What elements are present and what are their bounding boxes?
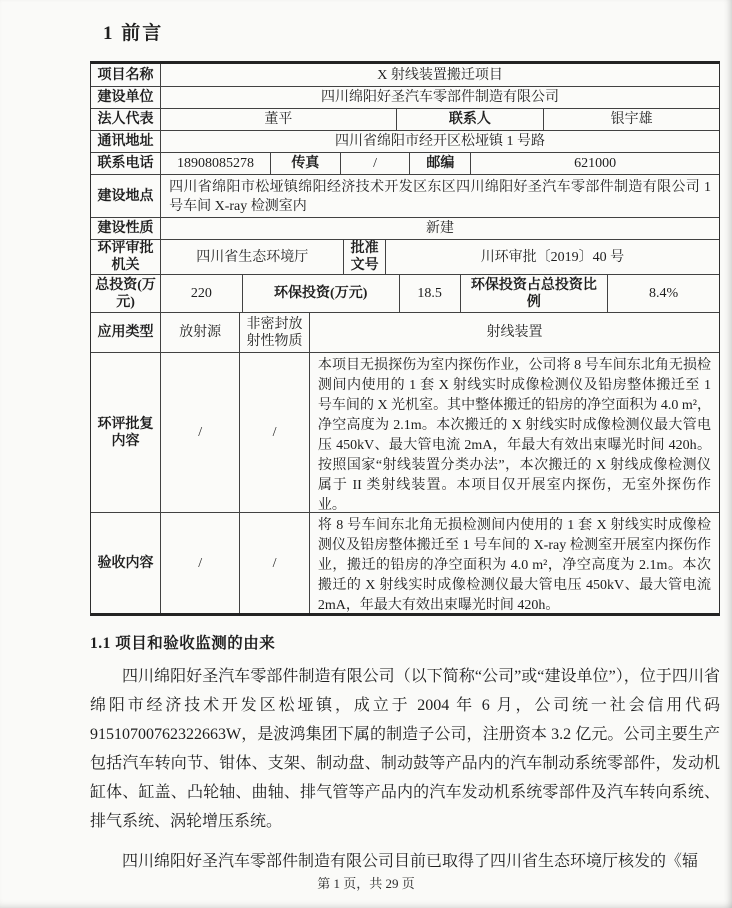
builder-value: 四川绵阳好圣汽车零部件制造有限公司 [160, 87, 719, 108]
env-ratio-value: 8.4% [607, 275, 719, 312]
eia-org-value: 四川省生态环境厅 [160, 240, 343, 274]
row-nature [91, 217, 719, 239]
contact-value: 银宇雄 [543, 109, 719, 130]
row-builder [91, 86, 719, 108]
env-inv-label: 环保投资(万元) [242, 275, 399, 312]
fax-label: 传真 [270, 153, 340, 174]
eia-org-label: 环评审批机关 [97, 241, 154, 273]
app-type-device: 射线装置 [309, 313, 719, 352]
site-label: 建设地点 [97, 188, 154, 204]
row-application-type [91, 312, 719, 352]
eia-reply-label: 环评批复内容 [97, 416, 154, 449]
env-ratio-label: 环保投资占总投资比例 [460, 275, 608, 312]
acceptance-text: 将 8 号车间东北角无损检测间内使用的 1 套 X 射线实时成像检测仪及铅房整体搬迁至 1 号车间的 X-ray 检测室开展室内探伤作业，搬迁的铅房的净空面积为 4.0 m²，净空高度为 2.1m。本次搬迁的 X 射线实时成像检测仪最大管电压 450kV、最大管电流 2mA，年最大有效出束曝光时间 420h。 [309, 513, 719, 613]
acceptance-label: 验收内容 [97, 555, 154, 571]
row-legal-rep [91, 108, 719, 130]
approval-no-value: 川环审批〔2019〕40 号 [385, 240, 719, 274]
row-eia-approval [91, 239, 719, 274]
project-name-label: 项目名称 [97, 67, 154, 83]
total-inv-value: 220 [160, 275, 242, 312]
row-project-name [91, 64, 719, 86]
eia-reply-source: / [160, 353, 239, 512]
env-inv-value: 18.5 [399, 275, 460, 312]
row-phone [91, 152, 719, 174]
contact-label: 联系人 [396, 109, 544, 130]
chapter-title: 1 前言 [103, 23, 164, 44]
legal-rep-label: 法人代表 [97, 112, 154, 127]
app-type-source: 放射源 [160, 313, 239, 352]
page-content [90, 61, 720, 876]
legal-rep-value: 董平 [160, 109, 396, 130]
nature-label: 建设性质 [97, 221, 154, 236]
fax-value: / [340, 153, 410, 174]
project-name-value: X 射线装置搬迁项目 [160, 64, 719, 86]
row-address [91, 130, 719, 152]
row-acceptance [91, 512, 719, 613]
builder-label: 建设单位 [97, 90, 154, 105]
eia-reply-text: 本项目无损探伤为室内探伤作业，公司将 8 号车间东北角无损检测间内使用的 1 套 X 射线实时成像检测仪及铅房整体搬迁至 1 号车间的 X 光机室。其中整体搬迁的铅房的净空面积为 4.0 m²，净空高度为 2.1m。本次搬迁的 X 射线实时成像检测仪最大管电压 450kV、最大管电流 2mA，年最大有效出束曝光时间 420h。按照国家“射线装置分类办法”，本次搬迁的 X 射线成像检测仪属于 II 类射线装置。本项目仅开展室内探伤，无室外探伤作业。 [309, 353, 719, 512]
app-type-unsealed: 非密封放射性物质 [239, 313, 309, 352]
site-value: 四川省绵阳市松垭镇绵阳经济技术开发区东区四川绵阳好圣汽车零部件制造有限公司 1 号车间 X-ray 检测室内 [160, 175, 719, 217]
zip-value: 621000 [470, 153, 719, 174]
app-type-label: 应用类型 [97, 325, 154, 340]
row-investment [91, 274, 719, 312]
address-label: 通讯地址 [97, 134, 154, 149]
phone-value: 18908085278 [160, 153, 270, 174]
phone-label: 联系电话 [97, 156, 154, 171]
approval-no-label: 批准文号 [343, 240, 384, 274]
address-value: 四川省绵阳市经开区松垭镇 1 号路 [160, 131, 719, 152]
total-inv-label: 总投资(万元) [95, 277, 156, 310]
nature-value: 新建 [160, 218, 719, 239]
acceptance-source: / [160, 513, 239, 613]
paragraph-company-intro: 四川绵阳好圣汽车零部件制造有限公司（以下简称“公司”或“建设单位”），位于四川省绵阳市经济技术开发区松垭镇，成立于 2004 年 6 月，公司统一社会信用代码 91510700762322663W，是波鸿集团下属的制造子公司，注册资本 3.2 亿元。公司主要生产包括汽车转向节、钳体、支架、制动盘、制动鼓等产品内的汽车制动系统零部件，发动机缸体、缸盖、凸轮轴、曲轴、排气管等产品内的汽车发动机系统零部件及汽车转向系统、排气系统、涡轮增压系统。 [90, 668, 720, 830]
row-eia-reply [91, 352, 719, 512]
eia-reply-unsealed: / [239, 353, 309, 512]
section-heading: 1.1 项目和验收监测的由来 [90, 635, 276, 652]
zip-label: 邮编 [409, 153, 470, 174]
row-site [91, 174, 719, 217]
acceptance-unsealed: / [239, 513, 309, 613]
project-info-table [90, 61, 720, 616]
paragraph-license: 四川绵阳好圣汽车零部件制造有限公司目前已取得了四川省生态环境厅核发的《辐 [122, 853, 699, 870]
page-number: 第 1 页，共 29 页 [317, 876, 415, 891]
